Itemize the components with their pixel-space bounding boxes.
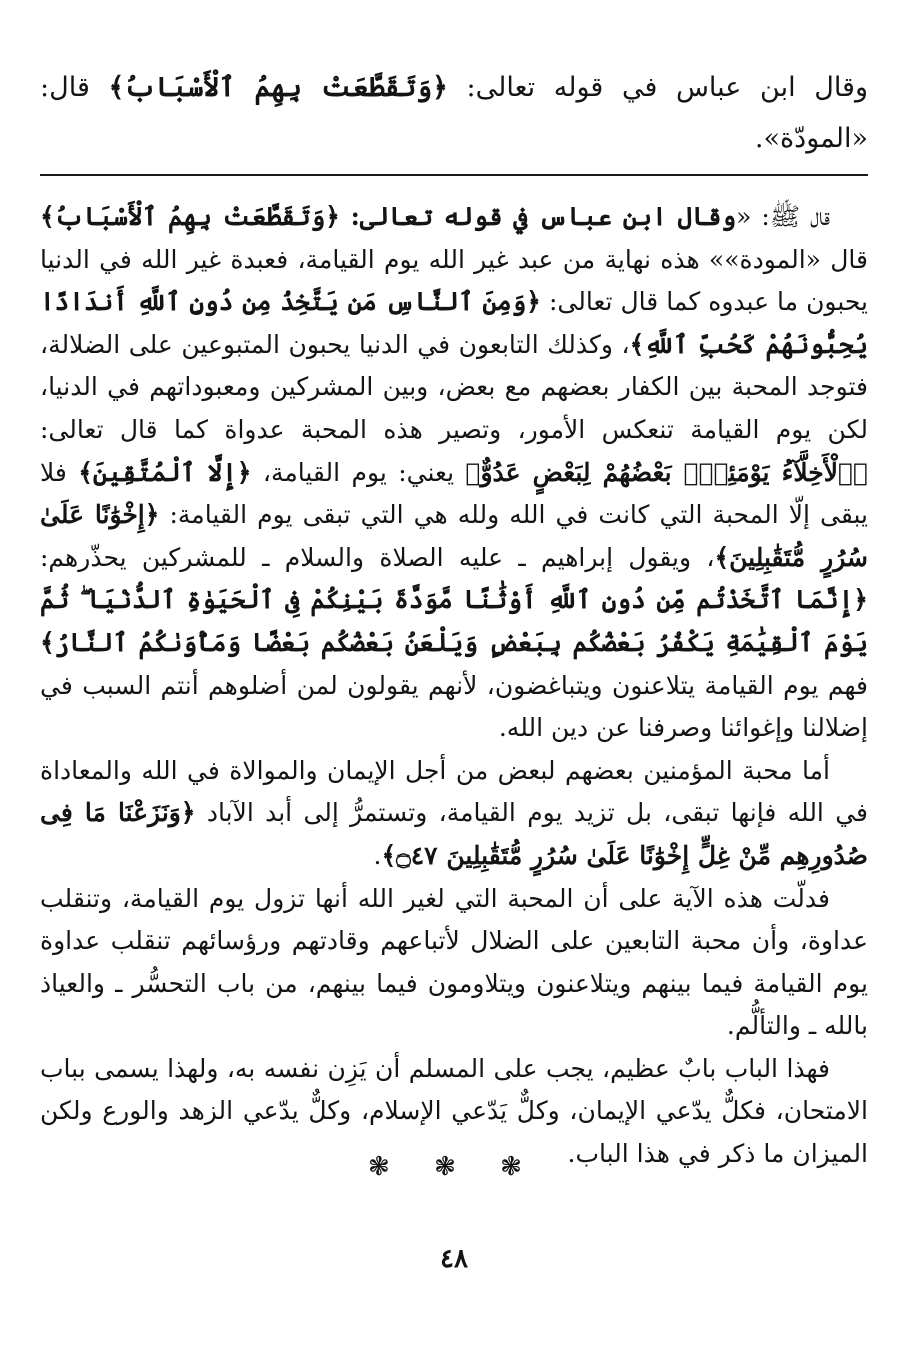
main-paragraph — [40, 62, 868, 164]
commentary-paragraph-2 — [40, 750, 868, 878]
quran-verse: ﴿إِخْوَٰنًا عَلَىٰ سُرُرٍ مُّتَقَٰبِلِينَ﴾ — [40, 500, 868, 572]
page-number: ٤٨ — [440, 1244, 468, 1274]
text-run: قال «المودة»» هذه نهاية من عبد غير الله يوم القيامة، فعبدة غير الله في الدنيا يحبون ما عبدوه كما قال تعالى: — [40, 244, 868, 317]
quran-verse: ﴿إِلَّا ٱلْمُتَّقِينَ﴾ — [78, 457, 252, 487]
commentary-paragraph-3: فدلّت هذه الآية على أن المحبة التي لغير الله أنها تزول يوم القيامة، وتنقلب عداوة، وأن محبة التابعين على الضلال لأتباعهم وقادتهم ورؤسائهم تنقلب عداوة يوم القيامة فيما بينهم ويتلاعنون ويتلاومون فيما بينهم، من باب التحسُّر ـ والعياذ بالله ـ والتألُّم. — [40, 883, 868, 1041]
footnote-divider — [40, 174, 868, 176]
text-run: أما محبة المؤمنين بعضهم لبعض من أجل الإيمان والموالاة في الله والمعاداة في الله فإنها تبقى، بل تزيد يوم القيامة، وتستمرُّ إلى أبد الآباد — [40, 755, 868, 828]
text-run: قال ﷺ: « — [736, 202, 830, 231]
commentary-paragraph-1 — [40, 196, 868, 750]
text-run: ، ويقول إبراهيم ـ عليه الصلاة والسلام ـ للمشركين يحذّرهم: — [40, 542, 715, 572]
quran-verse: ﴿وَنَزَعْنَا مَا فِى صُدُورِهِم مِّنْ غِلٍّ إِخْوَٰنًا عَلَىٰ سُرُرٍ مُّتَقَٰبِلِينَ ۝٤٧﴾ — [40, 798, 868, 870]
commentary-block — [40, 196, 868, 1176]
main-text-part: وقال ابن عباس في قوله تعالى: — [447, 72, 869, 103]
quran-verse: ﴿وَتَقَطَّعَتْ بِهِمُ ٱلْأَسْبَابُ﴾ — [40, 202, 340, 231]
text-run: ، وكذلك التابعون في الدنيا يحبون المتبوعين على الضلالة، فتوجد المحبة بين الكفار بعضهم مع بعض، وبين المشركين ومعبوداتهم في الدنيا، لكن يوم القيامة تنعكس الأمور، وتصير هذه المحبة عدواة كما قال تعالى: — [40, 329, 868, 444]
quran-verse: ﴿وَمِنَ ٱلنَّاسِ مَن يَتَّخِذُ مِن دُونِ ٱللَّهِ أَندَادًا يُحِبُّونَهُمْ كَحُبِّ ٱللَّهِ﴾ — [40, 287, 868, 359]
quran-verse: ﴿ٱلْأَخِلَّآءُ يَوْمَئِذٍۭ بَعْضُهُمْ لِبَعْضٍ عَدُوٌّ﴾ — [465, 457, 868, 487]
text-run: يعني: يوم القيامة، — [251, 457, 466, 487]
text-run: . — [373, 840, 382, 870]
main-text-block — [40, 62, 868, 164]
text-run: فلا يبقى إلّا المحبة التي كانت في الله ولله هي التي تبقى يوم القيامة: — [40, 457, 868, 530]
main-text-part: قال: «المودّة». — [40, 72, 868, 154]
ornament-stars: ❃ ❃ ❃ — [368, 1152, 540, 1182]
text-run: فهم يوم القيامة يتلاعنون ويتباغضون، لأنهم يقولون لمن أضلوهم أنتم السبب في إضلالنا وإغوائنا وصرفنا عن دين الله. — [40, 670, 868, 743]
quran-verse: ﴿وَتَقَطَّعَتْ بِهِمُ ٱلْأَسْبَابُ﴾ — [108, 72, 448, 103]
quoted-main-text: وقال ابن عباس في قوله تعالى: — [339, 202, 737, 231]
quran-verse: ﴿إِنَّمَا ٱتَّخَذْتُم مِّن دُونِ ٱللَّهِ أَوْثَٰنًا مَّوَدَّةَ بَيْنِكُمْ فِى ٱلْحَيَوٰةِ ٱلدُّنْيَا ۖ ثُمَّ يَوْمَ ٱلْقِيَٰمَةِ يَكْفُرُ بَعْضُكُم بِبَعْضٍ وَيَلْعَنُ بَعْضُكُم بَعْضًا وَمَأْوَىٰكُمُ ٱلنَّارُ﴾ — [40, 585, 868, 657]
commentary-paragraph-4: فهذا الباب بابٌ عظيم، يجب على المسلم أن يَزِن نفسه به، ولهذا يسمى بباب الامتحان، فكلٌّ يدّعي الإيمان، وكلٌّ يَدّعي الإسلام، وكلٌّ يدّعي الزهد والورع ولكن الميزان ما ذكر في هذا الباب. — [40, 1053, 868, 1169]
